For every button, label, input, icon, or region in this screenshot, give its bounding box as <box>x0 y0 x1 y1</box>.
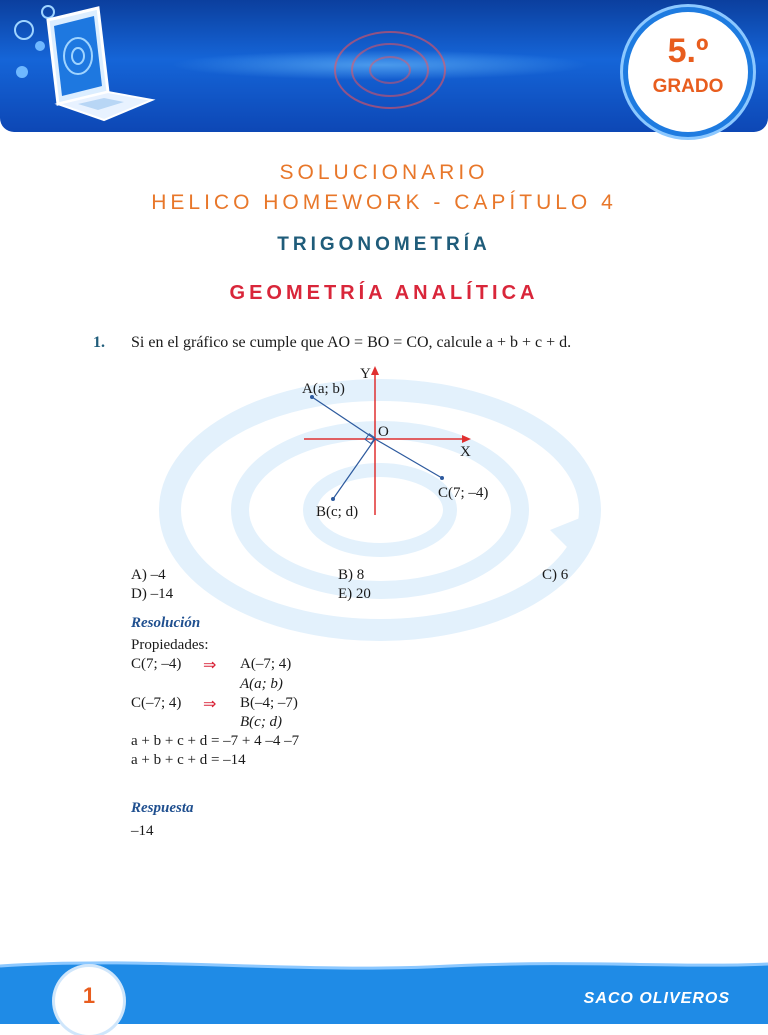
grade-number: 5.º <box>667 32 709 70</box>
answer-value: –14 <box>131 823 154 839</box>
y-axis-label: Y <box>360 366 371 382</box>
resolution-line4-right: B(c; d) <box>240 714 283 730</box>
point-a-label: A(a; b) <box>302 381 345 397</box>
subject-title: TRIGONOMETRÍA <box>277 234 491 255</box>
segment-ao <box>312 397 375 439</box>
option-d: D) –14 <box>131 586 174 602</box>
resolution-sum-2: a + b + c + d = –14 <box>131 752 246 768</box>
brand-logo-text: SACO OLIVEROS <box>583 990 730 1007</box>
option-c: C) 6 <box>542 567 569 583</box>
resolution-line2-right: A(a; b) <box>240 676 283 692</box>
resolution-line3-right: B(–4; –7) <box>240 695 298 711</box>
grade-badge <box>628 12 748 132</box>
resolution-line3-left: C(–7; 4) <box>131 695 182 711</box>
implies-arrow-2: ⇒ <box>203 696 217 713</box>
topic-title: GEOMETRÍA ANALÍTICA <box>229 282 539 304</box>
title-line-2: HELICO HOMEWORK - CAPÍTULO 4 <box>151 191 617 214</box>
resolution-line1-left: C(7; –4) <box>131 656 182 672</box>
point-b-label: B(c; d) <box>316 504 359 520</box>
spiral-decoration <box>320 15 460 125</box>
question-number: 1. <box>93 334 105 351</box>
title-line-1: SOLUCIONARIO <box>279 161 489 184</box>
option-b: B) 8 <box>338 567 365 583</box>
point-c-label: C(7; –4) <box>438 485 489 501</box>
option-e: E) 20 <box>338 586 371 602</box>
grade-label: GRADO <box>652 76 724 97</box>
resolution-sum-1: a + b + c + d = –7 + 4 –4 –7 <box>131 733 300 749</box>
point-b <box>331 497 335 501</box>
x-axis-label: X <box>460 444 471 460</box>
coordinate-figure <box>290 360 520 525</box>
segment-ob <box>333 439 375 499</box>
resolution-intro: Propiedades: <box>131 637 209 653</box>
option-a: A) –4 <box>131 567 166 583</box>
answer-heading: Respuesta <box>131 800 194 816</box>
page-number-badge <box>55 967 123 1035</box>
page-number: 1 <box>82 983 96 1008</box>
point-c <box>440 476 444 480</box>
laptop-icon <box>0 0 170 132</box>
resolution-heading: Resolución <box>131 615 201 631</box>
implies-arrow-1: ⇒ <box>203 657 217 674</box>
resolution-line1-right: A(–7; 4) <box>240 656 292 672</box>
y-axis-arrow <box>371 366 379 375</box>
segment-oc <box>375 439 442 478</box>
question-statement: Si en el gráfico se cumple que AO = BO = CO, calcule a + b + c + d. <box>131 334 572 351</box>
origin-label: O <box>378 424 389 440</box>
x-axis-arrow <box>462 435 471 443</box>
